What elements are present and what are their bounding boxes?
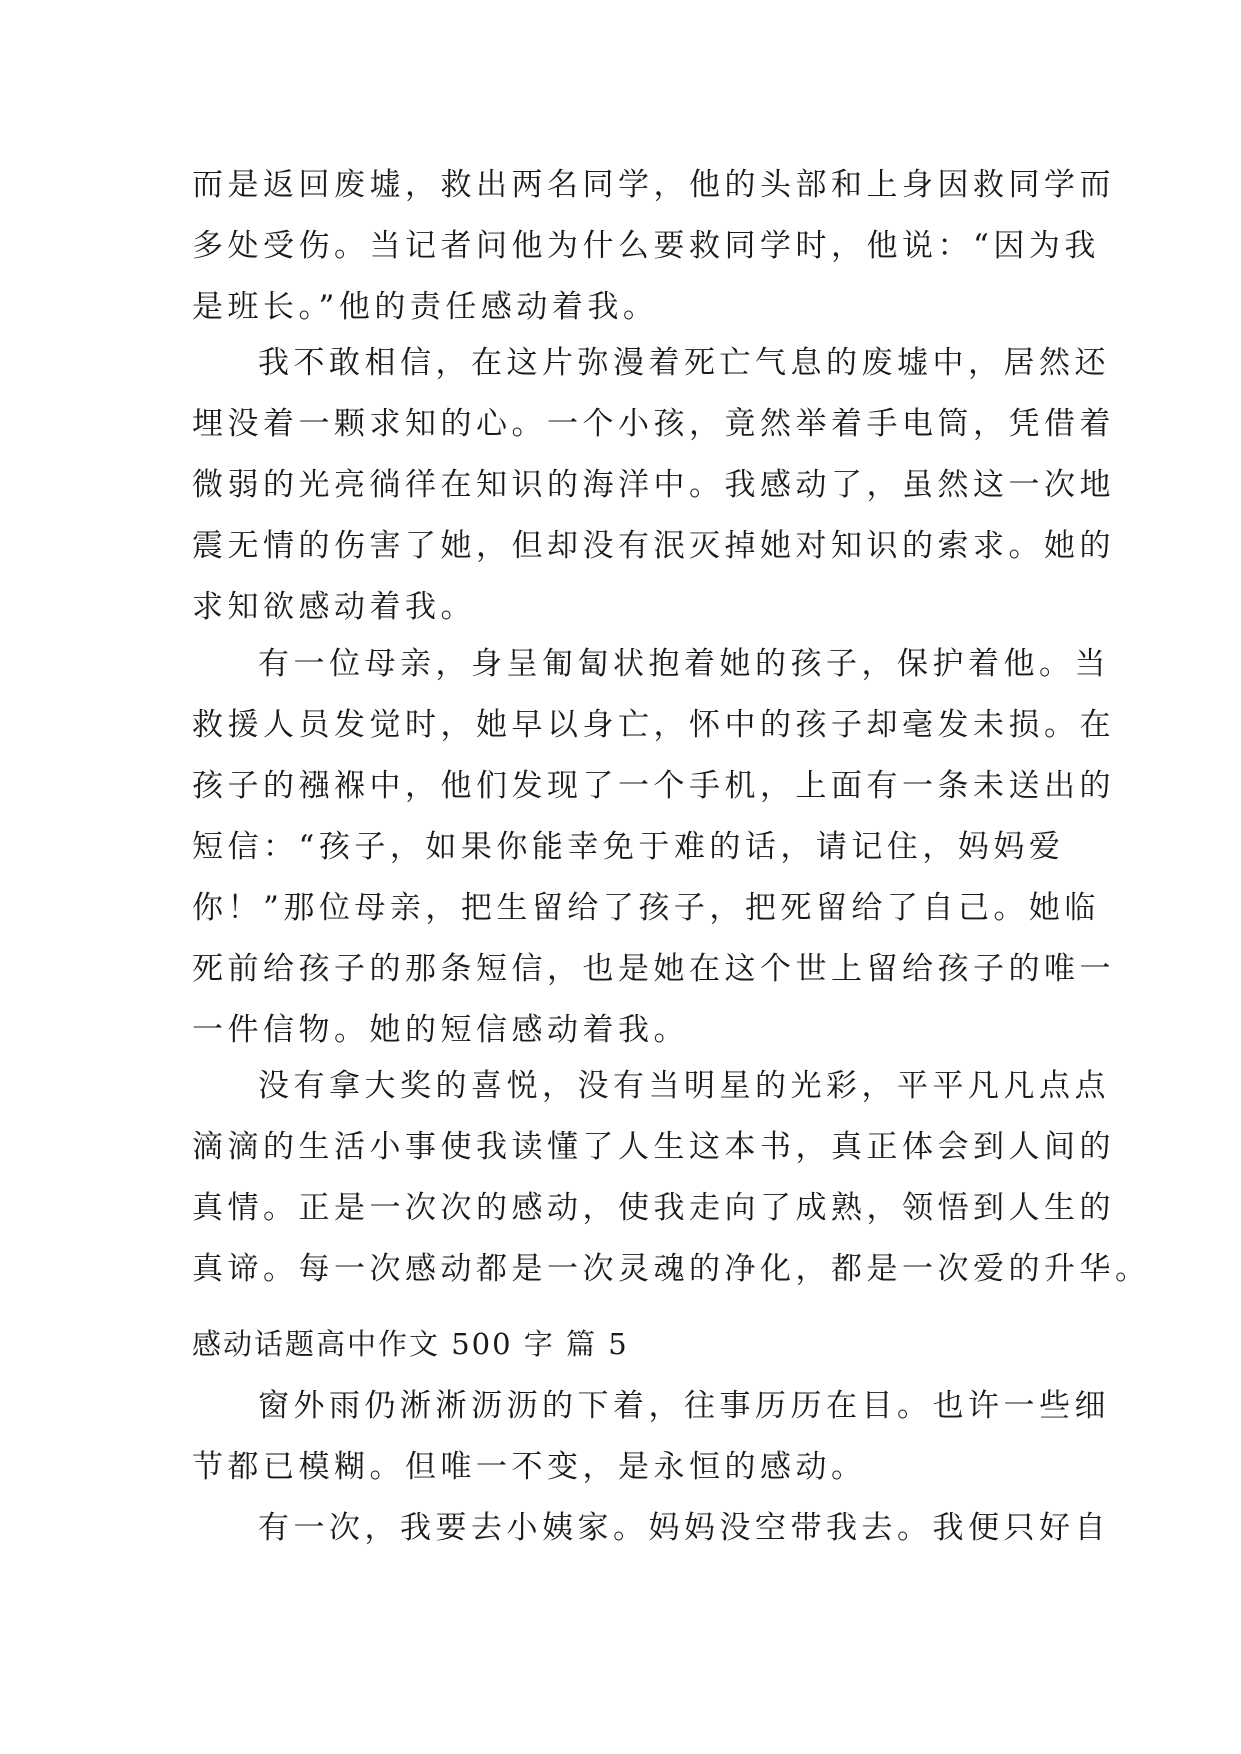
paragraph-1 — [192, 155, 1115, 338]
text-line: 滴滴的生活小事使我读懂了人生这本书，真正体会到人间的 — [192, 1129, 1115, 1165]
text-line: 多处受伤。当记者问他为什么要救同学时，他说：“因为我 — [192, 228, 1100, 264]
paragraph-3 — [192, 634, 1115, 1061]
text-line: 你！”那位母亲，把生留给了孩子，把死留给了自己。她临 — [192, 890, 1100, 926]
text-line: 窗外雨仍淅淅沥沥的下着，往事历历在目。也许一些细 — [258, 1388, 1110, 1424]
text-line: 我不敢相信，在这片弥漫着死亡气息的废墟中，居然还 — [258, 345, 1110, 381]
text-line: 一件信物。她的短信感动着我。 — [192, 1012, 689, 1048]
text-line: 埋没着一颗求知的心。一个小孩，竟然举着手电筒，凭借着 — [192, 406, 1115, 442]
text-line: 没有拿大奖的喜悦，没有当明星的光彩，平平凡凡点点 — [258, 1068, 1110, 1104]
text-line: 有一位母亲，身呈匍匐状抱着她的孩子，保护着他。当 — [258, 646, 1110, 682]
paragraph-4 — [192, 1056, 1151, 1300]
text-line: 节都已模糊。但唯一不变，是永恒的感动。 — [192, 1449, 867, 1485]
paragraph-5 — [192, 1376, 1110, 1498]
text-line: 死前给孩子的那条短信，也是她在这个世上留给孩子的唯一 — [192, 951, 1115, 987]
section-heading: 感动话题高中作文 500 字 篇 5 — [192, 1327, 629, 1361]
text-line: 微弱的光亮徜徉在知识的海洋中。我感动了，虽然这一次地 — [192, 467, 1115, 503]
text-line: 救援人员发觉时，她早以身亡，怀中的孩子却毫发未损。在 — [192, 707, 1115, 743]
text-line: 震无情的伤害了她，但却没有泯灭掉她对知识的索求。她的 — [192, 528, 1115, 564]
paragraph-6 — [192, 1498, 1110, 1559]
text-line: 孩子的襁褓中，他们发现了一个手机，上面有一条未送出的 — [192, 768, 1115, 804]
text-line: 真情。正是一次次的感动，使我走向了成熟，领悟到人生的 — [192, 1190, 1115, 1226]
text-line: 求知欲感动着我。 — [192, 589, 476, 625]
paragraph-2 — [192, 333, 1115, 638]
text-line: 短信：“孩子，如果你能幸免于难的话，请记住，妈妈爱 — [192, 829, 1065, 865]
text-line: 真谛。每一次感动都是一次灵魂的净化，都是一次爱的升华。 — [192, 1251, 1151, 1287]
text-line: 而是返回废墟，救出两名同学，他的头部和上身因救同学而 — [192, 167, 1115, 203]
text-line: 是班长。”他的责任感动着我。 — [192, 289, 659, 325]
text-line: 有一次，我要去小姨家。妈妈没空带我去。我便只好自 — [258, 1510, 1110, 1546]
